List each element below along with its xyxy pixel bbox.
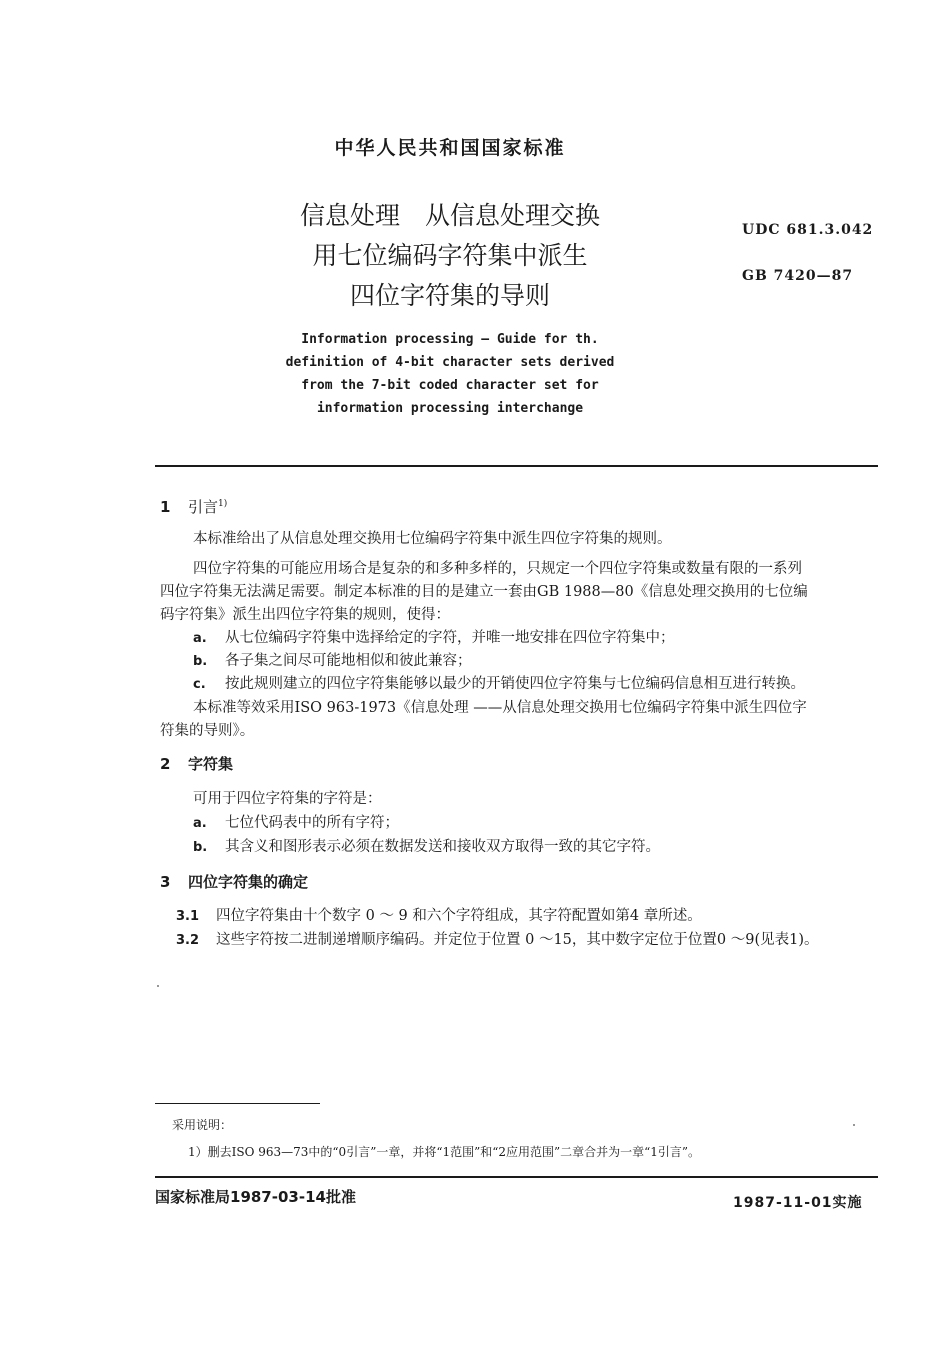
s1-item-c-text: 按此规则建立的四位字符集能够以最少的开销使四位字符集与七位编码信息相互进行转换。 bbox=[225, 676, 805, 692]
s1-item-a-label: a. bbox=[193, 631, 207, 646]
s2-item-b-label: b. bbox=[193, 840, 208, 855]
title-cn-line-2: 用七位编码字符集中派生 bbox=[312, 241, 588, 270]
section-3-heading bbox=[160, 871, 308, 892]
s1-paragraph-1: 本标准给出了从信息处理交换用七位编码字符集中派生四位字符集的规则。 bbox=[193, 531, 672, 547]
title-en-line-3: from the 7-bit coded character set for bbox=[301, 378, 599, 393]
implementation-date: 1987-11-01实施 bbox=[733, 1195, 863, 1211]
s2-item-a bbox=[193, 812, 399, 835]
section-1-number: 1 bbox=[160, 498, 171, 516]
approval-date: 国家标准局1987-03-14批准 bbox=[155, 1188, 356, 1206]
s1-item-b-label: b. bbox=[193, 654, 208, 669]
scan-speck bbox=[853, 1124, 855, 1126]
clause-3-1-label: 3.1 bbox=[176, 909, 200, 924]
s2-intro: 可用于四位字符集的字符是： bbox=[193, 791, 382, 807]
clause-3-2-text: 这些字符按二进制递增顺序编码。并定位于位置 0 ～15，其中数字定位于位置0 ～9(见表1)。 bbox=[216, 932, 819, 948]
section-1-title: 引言 bbox=[188, 498, 219, 516]
section-1-footnote-ref: 1) bbox=[218, 499, 228, 509]
header-rule bbox=[155, 465, 878, 467]
section-1-heading bbox=[160, 496, 227, 517]
footer-rule bbox=[155, 1176, 878, 1178]
s2-item-b bbox=[193, 836, 660, 859]
footnote-text: 1）删去ISO 963—73中的“0引言”一章，并将“1范围”和“2应用范围”二章合并为一章“1引言”。 bbox=[188, 1145, 701, 1159]
s1-paragraph-3-line-2: 符集的导则》。 bbox=[160, 723, 255, 739]
s1-item-a bbox=[193, 627, 675, 650]
section-2-title: 字符集 bbox=[188, 755, 234, 773]
clause-3-1-text: 四位字符集由十个数字 0 ～ 9 和六个字符组成，其字符配置如第4 章所述。 bbox=[216, 908, 702, 924]
title-cn-line-1: 信息处理 从信息处理交换 bbox=[299, 201, 600, 230]
footnote-rule bbox=[155, 1103, 320, 1104]
title-en-line-4: information processing interchange bbox=[316, 401, 584, 416]
section-3-number: 3 bbox=[160, 873, 171, 891]
s2-item-b-text: 其含义和图形表示必须在数据发送和接收双方取得一致的其它字符。 bbox=[225, 839, 660, 855]
s1-paragraph-2-line-1: 四位字符集的可能应用场合是复杂的和多种多样的，只规定一个四位字符集或数量有限的一系列 bbox=[193, 561, 802, 577]
scan-speck bbox=[157, 985, 159, 987]
s1-item-c bbox=[193, 673, 805, 696]
clause-3-2-label: 3.2 bbox=[176, 933, 200, 948]
title-cn-line-3: 四位字符集的导则 bbox=[349, 281, 550, 310]
footnote-label: 采用说明： bbox=[172, 1118, 233, 1132]
national-standard-heading: 中华人民共和国国家标准 bbox=[334, 137, 566, 159]
title-en-line-2: definition of 4-bit character sets derived bbox=[285, 355, 615, 370]
s1-paragraph-2-line-3: 码字符集》派生出四位字符集的规则，使得： bbox=[160, 607, 450, 623]
section-3-title: 四位字符集的确定 bbox=[188, 873, 309, 891]
s1-item-c-label: c. bbox=[193, 677, 206, 692]
s2-item-a-label: a. bbox=[193, 816, 207, 831]
s1-item-a-text: 从七位编码字符集中选择给定的字符，并唯一地安排在四位字符集中； bbox=[225, 630, 675, 646]
title-en-line-1: Information processing — Guide for th. bbox=[301, 332, 599, 347]
gb-number: GB 7420—87 bbox=[742, 268, 854, 284]
udc-number: UDC 681.3.042 bbox=[742, 222, 874, 238]
s1-item-b-text: 各子集之间尽可能地相似和彼此兼容； bbox=[225, 653, 472, 669]
clause-3-2 bbox=[176, 929, 819, 952]
section-2-number: 2 bbox=[160, 755, 171, 773]
s1-paragraph-2-line-2: 四位字符集无法满足需要。制定本标准的目的是建立一套由GB 1988—80《信息处理交换用的七位编 bbox=[160, 584, 808, 600]
section-2-heading bbox=[160, 753, 233, 774]
clause-3-1 bbox=[176, 905, 702, 928]
s1-item-b bbox=[193, 650, 472, 673]
s1-paragraph-3-line-1: 本标准等效采用ISO 963-1973《信息处理 ——从信息处理交换用七位编码字符集中派生四位字 bbox=[193, 700, 807, 716]
s2-item-a-text: 七位代码表中的所有字符； bbox=[225, 815, 399, 831]
